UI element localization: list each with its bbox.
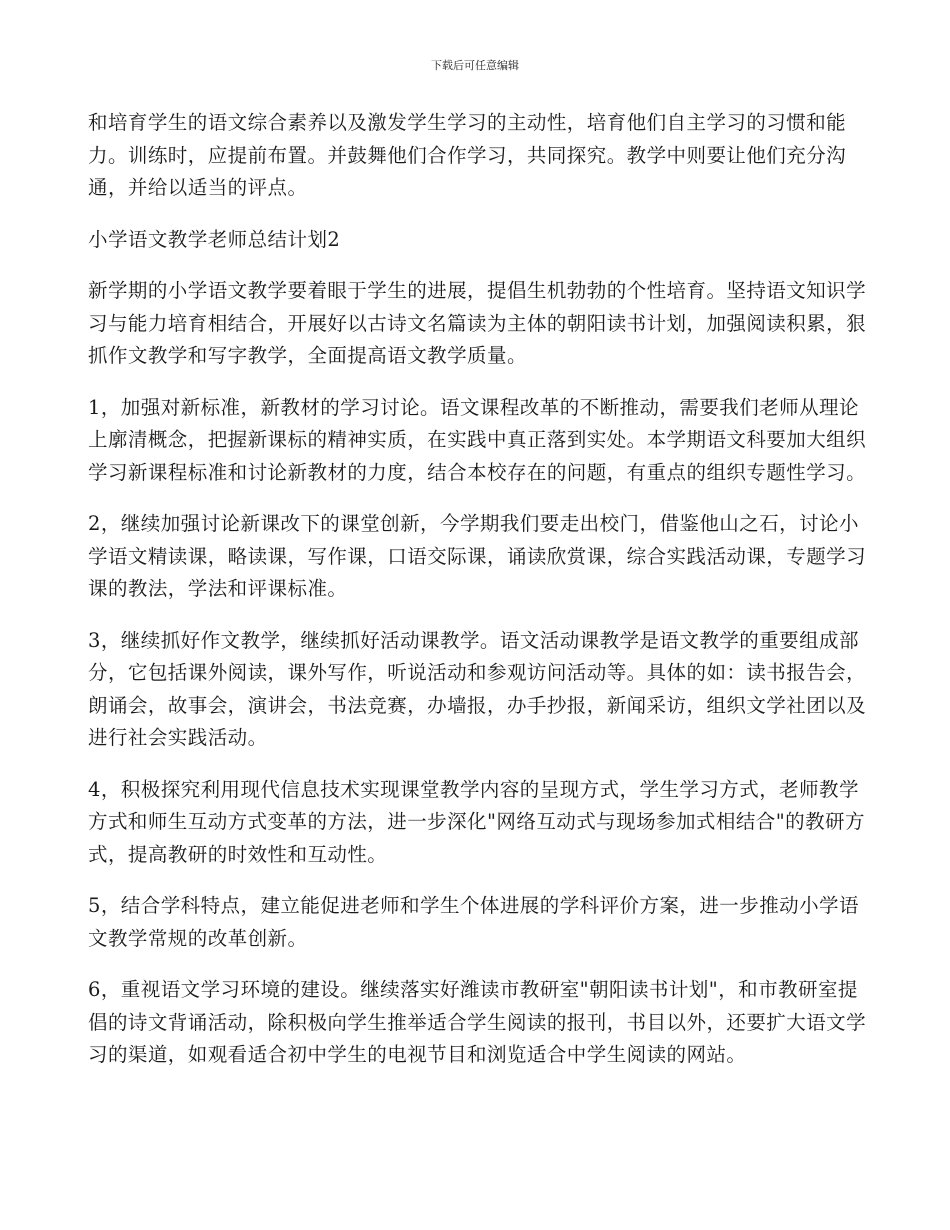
paragraph-item-4: 4，积极探究利用现代信息技术实现课堂教学内容的呈现方式，学生学习方式，老师教学方式和师生互动方式变革的方法，进一步深化"网络互动式与现场参加式相结合"的教研方式，提高教研的时效性和互动性。 — [88, 777, 865, 866]
paragraph-item-3: 3，继续抓好作文教学，继续抓好活动课教学。语文活动课教学是语文教学的重要组成部分，它包括课外阅读，课外写作，听说活动和参观访问活动等。具体的如：读书报告会，朗诵会，故事会，演讲会，书法竞赛，办墙报，办手抄报，新闻采访，组织文学社团以及进行社会实践活动。 — [88, 628, 867, 749]
paragraph-item-1: 1，加强对新标准，新教材的学习讨论。语文课程改革的不断推动，需要我们老师从理论上廓清概念，把握新课标的精神实质，在实践中真正落到实处。本学期语文科要加大组织学习新课程标准和讨论新教材的力度，结合本校存在的问题，有重点的组织专题性学习。 — [88, 395, 867, 484]
paragraph-overview: 新学期的小学语文教学要着眼于学生的进展，提倡生机勃勃的个性培育。坚持语文知识学习与能力培育相结合，开展好以古诗文名篇读为主体的朝阳读书计划，加强阅读积累，狠抓作文教学和写字教学，全面提高语文教学质量。 — [88, 279, 867, 367]
paragraph-item-6: 6，重视语文学习环境的建设。继续落实好潍读市教研室"朝阳读书计划"，和市教研室提倡的诗文背诵活动，除积极向学生推举适合学生阅读的报刊，书目以外，还要扩大语文学习的渠道，如观看适合初中学生的电视节目和浏览适合中学生阅读的网站。 — [88, 978, 867, 1066]
paragraph-intro-continuation: 和培育学生的语文综合素养以及激发学生学习的主动性，培育他们自主学习的习惯和能力。训练时，应提前布置。并鼓舞他们合作学习，共同探究。教学中则要让他们充分沟通，并给以适当的评点。 — [88, 111, 847, 199]
section-title: 小学语文教学老师总结计划2 — [88, 227, 341, 251]
paragraph-item-2: 2，继续加强讨论新课改下的课堂创新，今学期我们要走出校门，借鉴他山之石，讨论小学语文精读课，略读课，写作课，口语交际课，诵读欣赏课，综合实践活动课，专题学习课的教法，学法和评课标准。 — [88, 512, 867, 600]
document-body — [88, 107, 868, 1091]
paragraph-item-5: 5，结合学科特点，建立能促进老师和学生个体进展的学科评价方案，进一步推动小学语文教学常规的改革创新。 — [88, 894, 859, 950]
page-header: 下载后可任意编辑 — [431, 59, 519, 72]
